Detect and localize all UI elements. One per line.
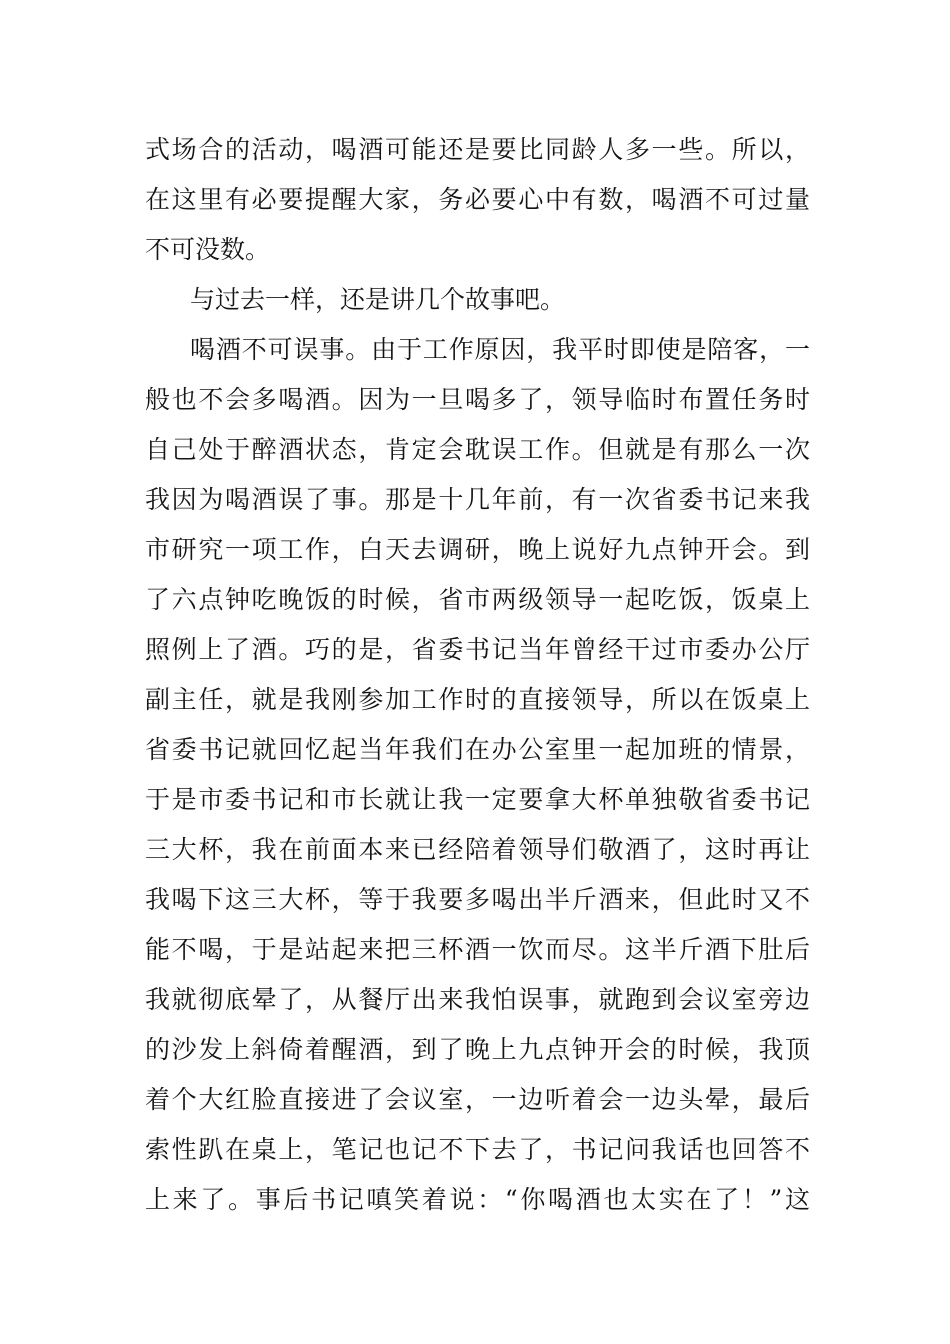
text-line: 式场合的活动，喝酒可能还是要比同龄人多一些。所以， xyxy=(145,135,810,164)
text-line: 省委书记就回忆起当年我们在办公室里一起加班的情景， xyxy=(145,735,810,764)
text-line: 三大杯，我在前面本来已经陪着领导们敬酒了，这时再让 xyxy=(145,835,810,864)
text-line: 我因为喝酒误了事。那是十几年前，有一次省委书记来我 xyxy=(145,485,810,514)
text-line: 索性趴在桌上，笔记也记不下去了，书记问我话也回答不 xyxy=(145,1135,810,1164)
text-line: 不可没数。 xyxy=(145,235,271,264)
text-line: 能不喝，于是站起来把三杯酒一饮而尽。这半斤酒下肚后 xyxy=(145,935,810,964)
text-line: 我喝下这三大杯，等于我要多喝出半斤酒来，但此时又不 xyxy=(145,885,810,914)
text-line: 与过去一样，还是讲几个故事吧。 xyxy=(190,285,566,314)
text-line: 自己处于醉酒状态，肯定会耽误工作。但就是有那么一次 xyxy=(145,435,810,464)
text-line: 于是市委书记和市长就让我一定要拿大杯单独敬省委书记 xyxy=(145,785,810,814)
text-line: 市研究一项工作，白天去调研，晚上说好九点钟开会。到 xyxy=(145,535,810,564)
text-line: 般也不会多喝酒。因为一旦喝多了，领导临时布置任务时 xyxy=(145,385,810,414)
text-line: 着个大红脸直接进了会议室，一边听着会一边头晕，最后 xyxy=(145,1085,810,1114)
text-line: 在这里有必要提醒大家，务必要心中有数，喝酒不可过量 xyxy=(145,185,810,214)
text-line: 副主任，就是我刚参加工作时的直接领导，所以在饭桌上 xyxy=(145,685,810,714)
text-line: 照例上了酒。巧的是，省委书记当年曾经干过市委办公厅 xyxy=(145,635,810,664)
text-line: 上来了。事后书记嗔笑着说：“你喝酒也太实在了！”这 xyxy=(145,1185,810,1214)
text-line: 喝酒不可误事。由于工作原因，我平时即使是陪客，一 xyxy=(190,335,810,364)
text-line: 我就彻底晕了，从餐厅出来我怕误事，就跑到会议室旁边 xyxy=(145,985,810,1014)
text-line: 了六点钟吃晚饭的时候，省市两级领导一起吃饭，饭桌上 xyxy=(145,585,810,614)
text-line: 的沙发上斜倚着醒酒，到了晚上九点钟开会的时候，我顶 xyxy=(145,1035,810,1064)
